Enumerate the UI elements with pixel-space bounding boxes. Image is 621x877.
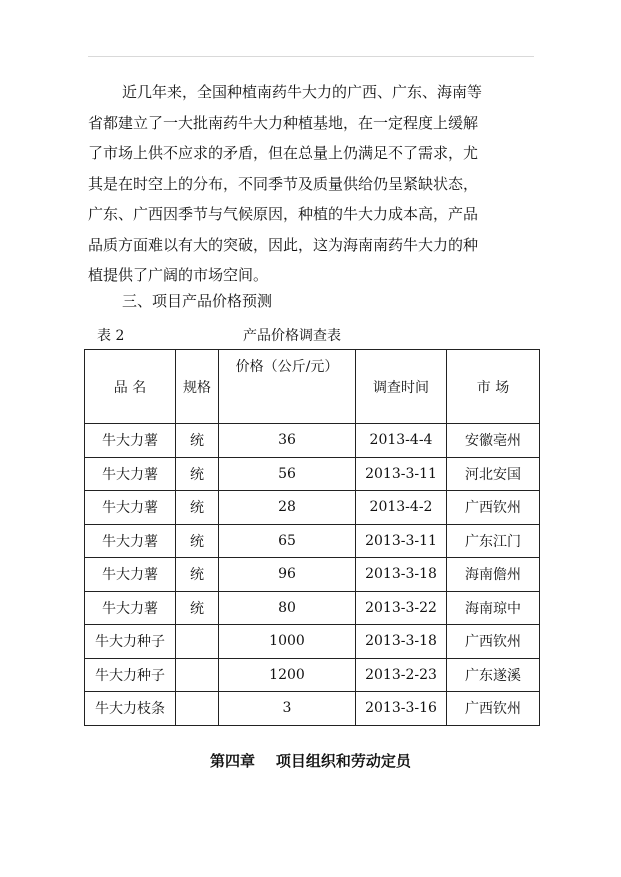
paragraph-line: 品质方面难以有大的突破，因此，这为海南南药牛大力的种	[88, 235, 479, 254]
table-row	[85, 692, 540, 726]
cell-spec: 统	[176, 424, 219, 458]
cell-price: 36	[219, 424, 356, 458]
cell-spec: 统	[176, 524, 219, 558]
paragraph-line: 广东、广西因季节与气候原因，种植的牛大力成本高，产品	[88, 205, 479, 223]
header-market: 市 场	[447, 350, 540, 424]
header-spec: 规格	[176, 350, 219, 424]
cell-spec: 统	[176, 457, 219, 491]
table-row	[85, 491, 540, 525]
cell-spec: 统	[176, 558, 219, 592]
cell-product-name: 牛大力薯	[85, 424, 176, 458]
table-row	[85, 558, 540, 592]
cell-survey-date: 2013-3-22	[356, 591, 447, 625]
paragraph-line: 植提供了广阔的市场空间。	[88, 266, 269, 284]
chapter-heading: 第四章 项目组织和劳动定员	[210, 752, 411, 770]
cell-product-name: 牛大力薯	[85, 524, 176, 558]
cell-spec: 统	[176, 591, 219, 625]
cell-product-name: 牛大力种子	[85, 625, 176, 659]
table-row	[85, 625, 540, 659]
cell-product-name: 牛大力薯	[85, 457, 176, 491]
cell-survey-date: 2013-3-18	[356, 558, 447, 592]
cell-price: 96	[219, 558, 356, 592]
cell-product-name: 牛大力薯	[85, 591, 176, 625]
cell-market: 广西钦州	[447, 625, 540, 659]
cell-market: 海南儋州	[447, 558, 540, 592]
cell-price: 65	[219, 524, 356, 558]
paragraph-line: 近几年来，全国种植南药牛大力的广西、广东、海南等	[122, 83, 483, 101]
cell-market: 广东江门	[447, 524, 540, 558]
header-price: 价格（公斤/元）	[219, 350, 356, 424]
cell-product-name: 牛大力种子	[85, 658, 176, 692]
cell-market: 广西钦州	[447, 491, 540, 525]
table-header-row	[85, 350, 540, 424]
cell-product-name: 牛大力薯	[85, 491, 176, 525]
cell-price: 3	[219, 692, 356, 726]
cell-survey-date: 2013-4-2	[356, 491, 447, 525]
cell-price: 80	[219, 591, 356, 625]
table-row	[85, 524, 540, 558]
cell-product-name: 牛大力枝条	[85, 692, 176, 726]
table-caption-title: 产品价格调查表	[243, 328, 341, 344]
table-caption-label: 表 2	[97, 328, 125, 344]
cell-spec	[176, 692, 219, 726]
cell-survey-date: 2013-3-11	[356, 457, 447, 491]
paragraph-line: 了市场上供不应求的矛盾，但在总量上仍满足不了需求，尤	[88, 144, 479, 162]
cell-survey-date: 2013-3-18	[356, 625, 447, 659]
intro-paragraph	[88, 77, 540, 291]
table-row	[85, 457, 540, 491]
cell-spec	[176, 625, 219, 659]
table-row	[85, 424, 540, 458]
cell-market: 河北安国	[447, 457, 540, 491]
cell-spec	[176, 658, 219, 692]
table-row	[85, 591, 540, 625]
cell-market: 广东遂溪	[447, 658, 540, 692]
cell-spec: 统	[176, 491, 219, 525]
cell-market: 广西钦州	[447, 692, 540, 726]
cell-survey-date: 2013-3-16	[356, 692, 447, 726]
cell-survey-date: 2013-2-23	[356, 658, 447, 692]
header-survey-date: 调查时间	[356, 350, 447, 424]
header-rule	[88, 56, 534, 57]
cell-price: 56	[219, 457, 356, 491]
section-heading: 三、项目产品价格预测	[122, 292, 273, 310]
cell-survey-date: 2013-4-4	[356, 424, 447, 458]
cell-market: 安徽亳州	[447, 424, 540, 458]
paragraph-line: 其是在时空上的分布，不同季节及质量供给仍呈紧缺状态，	[88, 174, 479, 193]
cell-price: 28	[219, 491, 356, 525]
table-row	[85, 658, 540, 692]
cell-survey-date: 2013-3-11	[356, 524, 447, 558]
price-survey-table	[84, 349, 540, 726]
cell-price: 1000	[219, 625, 356, 659]
cell-market: 海南琼中	[447, 591, 540, 625]
header-product-name: 品 名	[85, 350, 176, 424]
paragraph-line: 省都建立了一大批南药牛大力种植基地，在一定程度上缓解	[88, 113, 479, 132]
cell-price: 1200	[219, 658, 356, 692]
cell-product-name: 牛大力薯	[85, 558, 176, 592]
